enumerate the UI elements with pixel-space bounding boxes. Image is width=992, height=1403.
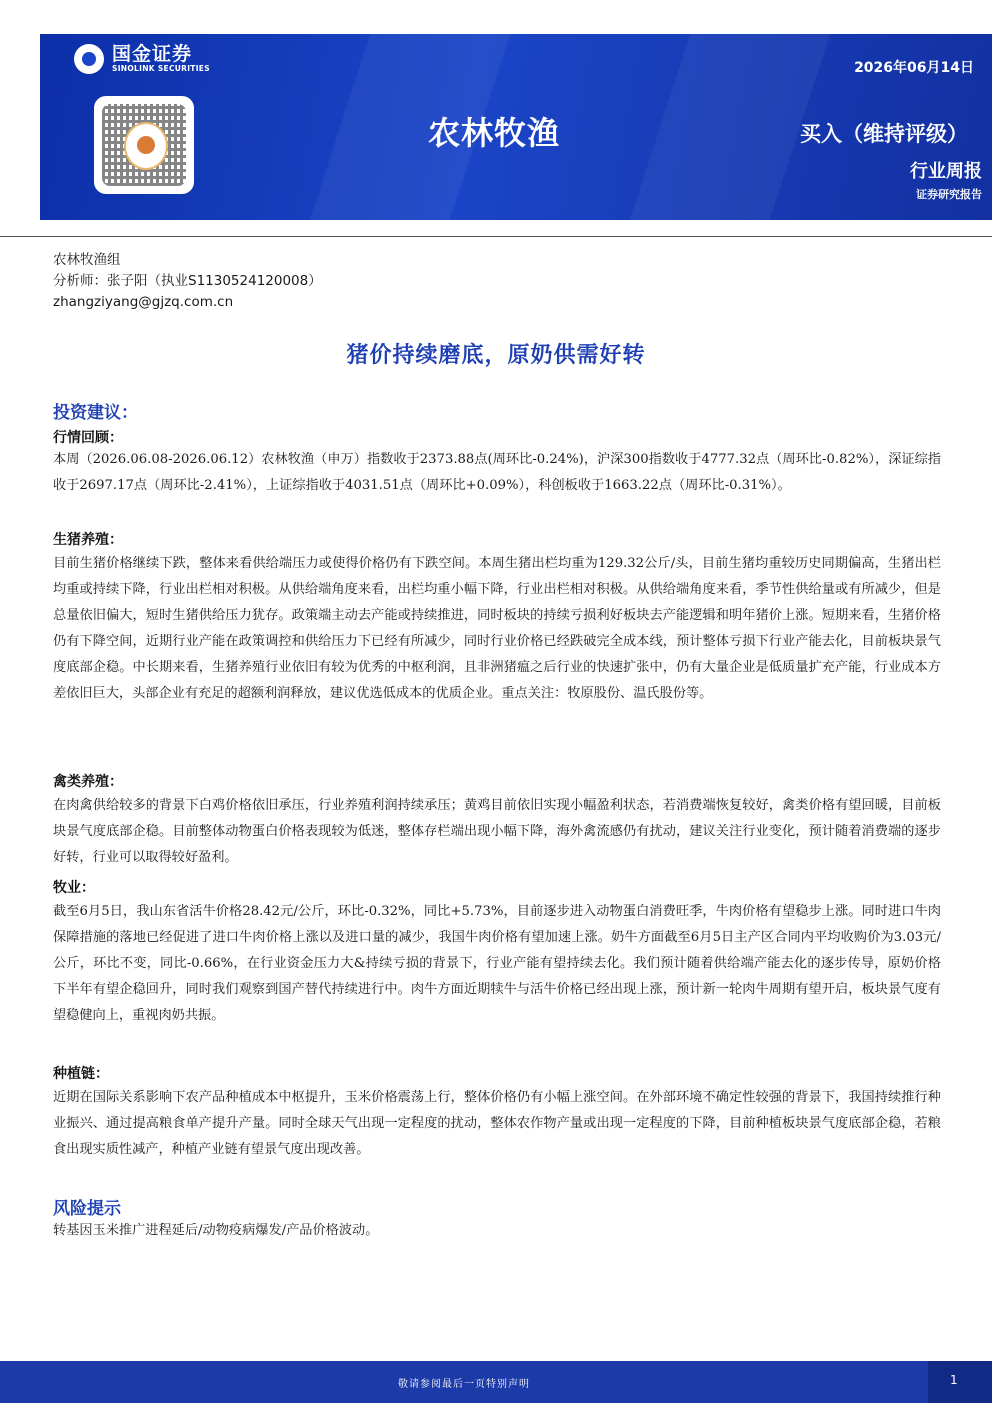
livestock-text: 截至6月5日，我山东省活牛价格28.42元/公斤，环比-0.32%，同比+5.73%，目前逐步进入动物蛋白消费旺季，牛肉价格有望稳步上涨。同时进口牛肉保障措施的落地已经促进了进口牛肉价格上涨以及进口量的减少，我国牛肉价格有望加速上涨。奶牛方面截至6月5日主产区合同内平均收购价为3.03元/公斤，环比不变，同比-0.66%，在行业资金压力大&持续亏损的背景下，行业产能有望持续去化。我们预计随着供给端产能去化的逐步传导，原奶价格下半年有望企稳回升，同时我们观察到国产替代持续进行中。肉牛方面近期犊牛与活牛价格已经出现上涨，预计新一轮肉牛周期有望开启，板块景气度有望稳健向上，重视肉奶共振。 <box>53 904 941 1023</box>
livestock-heading: 牧业： <box>53 880 95 896</box>
header-divider <box>0 236 992 237</box>
poultry-text: 在肉禽供给较多的背景下白鸡价格依旧承压，行业养殖利润持续承压；黄鸡目前依旧实现小幅盈利状态，若消费端恢复较好，禽类价格有望回暖，目前板块景气度底部企稳。目前整体动物蛋白价格表现较为低迷，整体存栏端出现小幅下降，海外禽流感仍有扰动，建议关注行业变化，预计随着消费端的逐步好转，行业可以取得较好盈利。 <box>53 798 941 865</box>
risk-heading: 风险提示 <box>53 1199 121 1219</box>
report-type: 行业周报 <box>910 161 982 182</box>
report-category: 证券研究报告 <box>916 188 982 201</box>
company-logo <box>74 44 210 74</box>
logo-icon <box>74 44 104 74</box>
poultry-heading: 禽类养殖： <box>53 774 123 790</box>
report-title: 猪价持续磨底，原奶供需好转 <box>346 343 646 368</box>
analyst-group: 农林牧渔组 <box>53 252 121 268</box>
investment-rating: 买入（维持评级） <box>800 122 968 146</box>
report-date: 2026年06月14日 <box>854 60 974 76</box>
planting-text: 近期在国际关系影响下农产品种植成本中枢提升，玉米价格震荡上行，整体价格仍有小幅上涨空间。在外部环境不确定性较强的背景下，我国持续推行种业振兴、通过提高粮食单产提升产量。同时全球天气出现一定程度的扰动，整体农作物产量或出现一定程度的下降，目前种植板块景气度底部企稳，若粮食出现实质性减产，种植产业链有望景气度出现改善。 <box>53 1090 941 1157</box>
invest-advice-heading: 投资建议： <box>53 403 138 423</box>
industry-title: 农林牧渔 <box>428 114 561 152</box>
footer-page-box <box>928 1361 992 1403</box>
pig-farming-text: 目前生猪价格继续下跌，整体来看供给端压力或使得价格仍有下跌空间。本周生猪出栏均重为129.32公斤/头，目前生猪均重较历史同期偏高，生猪出栏均重或持续下降，行业出栏相对积极。从供给端角度来看，出栏均重小幅下降，行业出栏相对积极。从供给端角度来看，季节性供给量或有所减少，但是总量依旧偏大，短时生猪供给压力犹存。政策端主动去产能或持续推进，同时板块的持续亏损利好板块去产能逻辑和明年猪价上涨。短期来看，生猪价格仍有下降空间，近期行业产能在政策调控和供给压力下已经有所减少，同时行业价格已经跌破完全成本线，预计整体亏损下行业产能去化，目前板块景气度底部企稳。中长期来看，生猪养殖行业依旧有较为优秀的中枢利润，且非洲猪瘟之后行业的快速扩张中，仍有大量企业是低质量扩充产能，行业成本方差依旧巨大，头部企业有充足的超额利润释放，建议优选低成本的优质企业。重点关注：牧原股份、温氏股份等。 <box>53 556 941 701</box>
pig-farming-heading: 生猪养殖： <box>53 532 123 548</box>
logo-name-cn: 国金证券 <box>112 43 193 66</box>
logo-name-en: SINOLINK SECURITIES <box>112 64 210 74</box>
qr-center-logo <box>124 122 168 170</box>
footer-disclaimer-note: 敬请参阅最后一页特别声明 <box>398 1379 530 1390</box>
analyst-name: 分析师：张子阳（执业S1130524120008） <box>53 273 322 289</box>
planting-heading: 种植链： <box>53 1066 109 1082</box>
analyst-email[interactable]: zhangziyang@gjzq.com.cn <box>53 294 234 310</box>
qr-code <box>94 96 194 194</box>
risk-text: 转基因玉米推广进程延后/动物疫病爆发/产品价格波动。 <box>53 1223 379 1238</box>
market-review-text: 本周（2026.06.08-2026.06.12）农林牧渔（申万）指数收于2373.88点(周环比-0.24%)，沪深300指数收于4777.32点（周环比-0.82%），深证综指收于2697.17点（周环比-2.41%），上证综指收于4031.51点（周环比+0.09%），科创板收于1663.22点（周环比-0.31%）。 <box>53 452 941 493</box>
market-review-heading: 行情回顾： <box>53 430 123 446</box>
page-number: 1 <box>950 1373 958 1387</box>
analyst-block <box>53 250 322 313</box>
